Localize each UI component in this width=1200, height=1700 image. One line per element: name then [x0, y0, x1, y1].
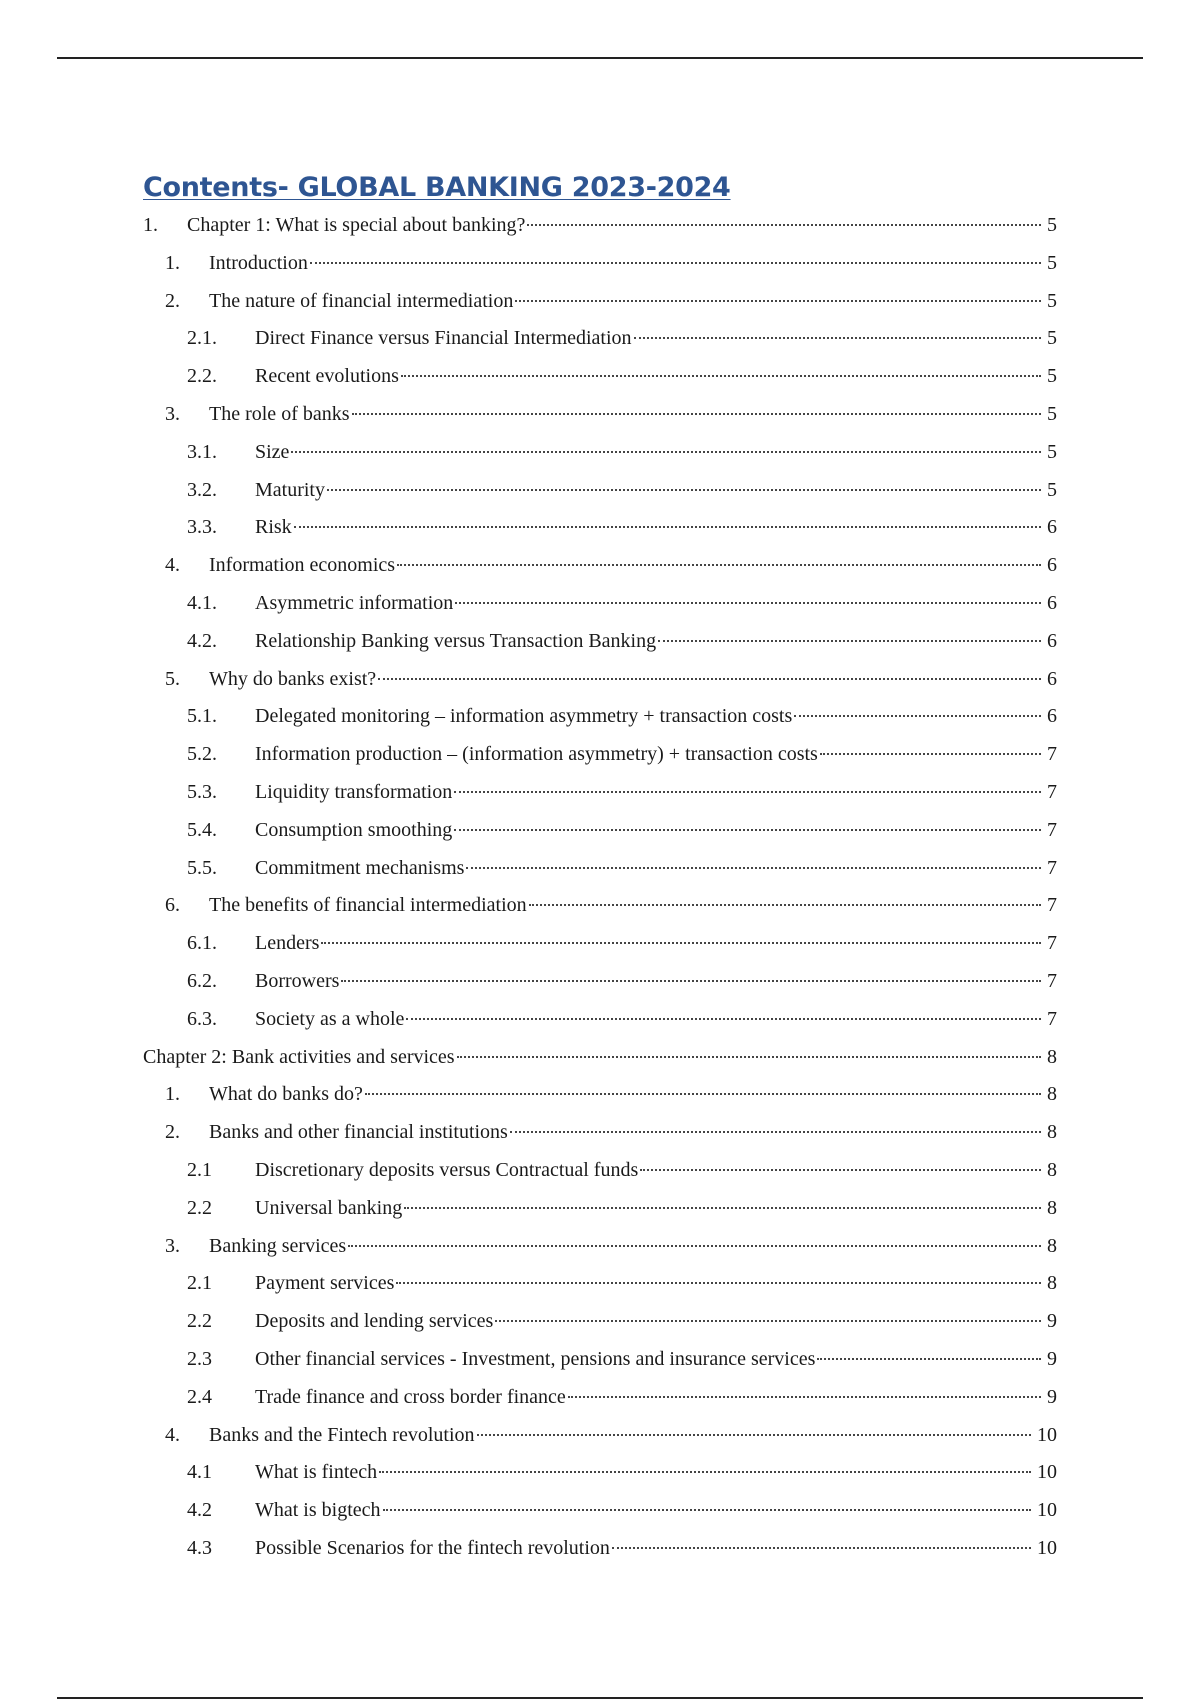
- dot-leader: [477, 1434, 1031, 1436]
- toc-entry-page: 5: [1047, 365, 1057, 388]
- toc-entry-title: Size: [255, 440, 290, 463]
- toc-entry-title: Delegated monitoring – information asymmetry + transaction costs: [255, 705, 793, 728]
- toc-entry-number: 1.: [165, 1083, 180, 1106]
- toc-entry[interactable]: [143, 850, 1057, 888]
- toc-entry-page: 5: [1047, 402, 1057, 425]
- toc-entry[interactable]: [143, 1228, 1057, 1266]
- toc-entry[interactable]: [143, 736, 1057, 774]
- toc-entry-title: Other financial services - Investment, pensions and insurance services: [255, 1347, 816, 1370]
- toc-entry-number: 5.1.: [187, 705, 217, 728]
- toc-entry-title: Payment services: [255, 1272, 395, 1295]
- toc-entry-number: 5.: [165, 667, 180, 690]
- toc-entry-page: 8: [1047, 1272, 1057, 1295]
- toc-entry[interactable]: [143, 774, 1057, 812]
- dot-leader: [406, 1018, 1041, 1020]
- dot-leader: [327, 489, 1041, 491]
- toc-entry[interactable]: [143, 396, 1057, 434]
- toc-entry-page: 6: [1047, 591, 1057, 614]
- toc-entry[interactable]: [143, 245, 1057, 283]
- toc-entry-title: Banks and the Fintech revolution: [209, 1423, 475, 1446]
- toc-entry-page: 8: [1047, 1234, 1057, 1257]
- toc-entry-page: 6: [1047, 667, 1057, 690]
- toc-entry-number: 5.4.: [187, 818, 217, 841]
- toc-entry[interactable]: [143, 623, 1057, 661]
- toc-entry[interactable]: [143, 1530, 1057, 1568]
- dot-leader: [378, 678, 1041, 680]
- dot-leader: [348, 1245, 1041, 1247]
- toc-entry-page: 9: [1047, 1310, 1057, 1333]
- toc-entry[interactable]: [143, 1076, 1057, 1114]
- toc-entry-number: 5.2.: [187, 743, 217, 766]
- toc-entry[interactable]: [143, 207, 1057, 245]
- toc-entry-title: Why do banks exist?: [209, 667, 377, 690]
- toc-entry[interactable]: [143, 1152, 1057, 1190]
- dot-leader: [383, 1509, 1031, 1511]
- header-rule: [57, 57, 1143, 59]
- toc-entry-title: Universal banking: [255, 1196, 403, 1219]
- toc-entry-title: Commitment mechanisms: [255, 856, 465, 879]
- toc-entry-page: 8: [1047, 1045, 1057, 1068]
- dot-leader: [794, 715, 1041, 717]
- toc-entry[interactable]: [143, 661, 1057, 699]
- toc-entry-title: What do banks do?: [209, 1083, 363, 1106]
- dot-leader: [352, 413, 1041, 415]
- toc-entry-title: Banking services: [209, 1234, 347, 1257]
- dot-leader: [454, 791, 1041, 793]
- toc-entry-number: 4.: [165, 554, 180, 577]
- toc-entry-title: Relationship Banking versus Transaction Banking: [255, 629, 657, 652]
- toc-entry-number: 2.: [165, 289, 180, 312]
- toc-entry-page: 7: [1047, 894, 1057, 917]
- toc-entry[interactable]: [143, 1265, 1057, 1303]
- toc-entry-title: Liquidity transformation: [255, 780, 453, 803]
- toc-entry-title: The role of banks: [209, 402, 350, 425]
- toc-entry-page: 8: [1047, 1196, 1057, 1219]
- toc-entry-page: 6: [1047, 516, 1057, 539]
- toc-entry[interactable]: [143, 925, 1057, 963]
- toc-entry-number: 2.4: [187, 1385, 212, 1408]
- toc-entry-title: Introduction: [209, 251, 308, 274]
- toc-entry-page: 10: [1037, 1536, 1057, 1559]
- toc-entry-page: 6: [1047, 629, 1057, 652]
- toc-entry-title: Deposits and lending services: [255, 1310, 494, 1333]
- toc-entry-page: 5: [1047, 327, 1057, 350]
- toc-entry-page: 5: [1047, 214, 1057, 236]
- toc-entry-title: The benefits of financial intermediation: [209, 894, 527, 917]
- dot-leader: [291, 451, 1041, 453]
- toc-entry-number: 5.5.: [187, 856, 217, 879]
- toc-entry-number: 2.1.: [187, 327, 217, 350]
- toc-entry-page: 8: [1047, 1083, 1057, 1106]
- toc-entry-page: 10: [1037, 1461, 1057, 1484]
- toc-entry-title: Consumption smoothing: [255, 818, 453, 841]
- toc-entry-number: 1.: [165, 251, 180, 274]
- toc-entry-title: Chapter 1: What is special about banking?: [187, 214, 526, 236]
- toc-entry[interactable]: [143, 1492, 1057, 1530]
- dot-leader: [321, 942, 1041, 944]
- toc-entry-page: 5: [1047, 440, 1057, 463]
- dot-leader: [396, 1282, 1041, 1284]
- toc-entry-page: 6: [1047, 554, 1057, 577]
- toc-entry-number: 2.2.: [187, 365, 217, 388]
- toc-entry-page: 9: [1047, 1347, 1057, 1370]
- toc-entry-title: Lenders: [255, 932, 320, 955]
- toc-entry[interactable]: [143, 585, 1057, 623]
- table-of-contents: [143, 168, 1057, 1568]
- toc-entry-number: 6.: [165, 894, 180, 917]
- toc-list: [143, 207, 1057, 1568]
- toc-entry-number: 3.: [165, 402, 180, 425]
- toc-entry-title: What is bigtech: [255, 1499, 381, 1522]
- toc-entry[interactable]: [143, 358, 1057, 396]
- toc-entry-number: 3.: [165, 1234, 180, 1257]
- toc-entry-title: Recent evolutions: [255, 365, 399, 388]
- toc-entry-title: The nature of financial intermediation: [209, 289, 514, 312]
- toc-entry[interactable]: [143, 472, 1057, 510]
- dot-leader: [510, 1131, 1041, 1133]
- toc-entry-number: 4.: [165, 1423, 180, 1446]
- toc-entry[interactable]: [143, 963, 1057, 1001]
- toc-entry-title: Information production – (information asymmetry) + transaction costs: [255, 743, 818, 766]
- toc-entry-page: 8: [1047, 1121, 1057, 1144]
- toc-entry[interactable]: [143, 283, 1057, 321]
- toc-entry-title: Risk: [255, 516, 292, 539]
- dot-leader: [529, 904, 1041, 906]
- dot-leader: [568, 1396, 1041, 1398]
- toc-entry-title: Maturity: [255, 478, 325, 501]
- toc-entry-page: 5: [1047, 289, 1057, 312]
- toc-entry-title: Borrowers: [255, 969, 340, 992]
- toc-entry-number: 2.1: [187, 1158, 212, 1181]
- toc-entry-page: 7: [1047, 743, 1057, 766]
- toc-entry-page: 7: [1047, 932, 1057, 955]
- toc-entry[interactable]: [143, 887, 1057, 925]
- dot-leader: [820, 753, 1041, 755]
- toc-entry[interactable]: [143, 1039, 1057, 1077]
- toc-entry-number: 1.: [143, 214, 158, 236]
- toc-entry[interactable]: [143, 320, 1057, 358]
- toc-entry-page: 7: [1047, 1007, 1057, 1030]
- dot-leader: [310, 262, 1041, 264]
- dot-leader: [634, 337, 1041, 339]
- dot-leader: [341, 980, 1041, 982]
- toc-entry-number: 3.2.: [187, 478, 217, 501]
- toc-entry-number: 2.: [165, 1121, 180, 1144]
- dot-leader: [466, 867, 1041, 869]
- toc-entry[interactable]: [143, 812, 1057, 850]
- toc-entry-number: 2.2: [187, 1196, 212, 1219]
- toc-heading: Contents- GLOBAL BANKING 2023-2024: [143, 172, 731, 203]
- dot-leader: [454, 829, 1041, 831]
- toc-entry[interactable]: [143, 1417, 1057, 1455]
- toc-entry-number: 3.3.: [187, 516, 217, 539]
- toc-entry-title: Discretionary deposits versus Contractual funds: [255, 1158, 639, 1181]
- toc-entry-page: 5: [1047, 251, 1057, 274]
- dot-leader: [365, 1093, 1041, 1095]
- toc-entry[interactable]: [143, 1454, 1057, 1492]
- dot-leader: [640, 1169, 1041, 1171]
- dot-leader: [294, 526, 1041, 528]
- toc-entry-title: Society as a whole: [255, 1007, 405, 1030]
- toc-entry-page: 7: [1047, 780, 1057, 803]
- dot-leader: [401, 375, 1041, 377]
- toc-entry-number: 2.2: [187, 1310, 212, 1333]
- toc-entry-page: 7: [1047, 856, 1057, 879]
- toc-entry-title: Trade finance and cross border finance: [255, 1385, 566, 1408]
- toc-entry-number: 6.3.: [187, 1007, 217, 1030]
- toc-entry-page: 6: [1047, 705, 1057, 728]
- dot-leader: [397, 564, 1041, 566]
- toc-entry[interactable]: [143, 1190, 1057, 1228]
- toc-entry-page: 5: [1047, 478, 1057, 501]
- dot-leader: [658, 640, 1041, 642]
- toc-entry-title: Direct Finance versus Financial Intermediation: [255, 327, 632, 350]
- toc-entry-number: 2.1: [187, 1272, 212, 1295]
- toc-entry-number: 4.2: [187, 1499, 212, 1522]
- toc-entry-page: 10: [1037, 1423, 1057, 1446]
- footer-rule: [57, 1697, 1143, 1699]
- toc-entry[interactable]: [143, 547, 1057, 585]
- dot-leader: [455, 602, 1041, 604]
- toc-entry-title: What is fintech: [255, 1461, 378, 1484]
- toc-entry[interactable]: [143, 1341, 1057, 1379]
- toc-entry-page: 7: [1047, 969, 1057, 992]
- dot-leader: [817, 1358, 1041, 1360]
- toc-entry[interactable]: [143, 509, 1057, 547]
- toc-entry[interactable]: [143, 1303, 1057, 1341]
- toc-entry[interactable]: [143, 1114, 1057, 1152]
- toc-entry-number: 6.1.: [187, 932, 217, 955]
- toc-entry-page: 8: [1047, 1158, 1057, 1181]
- toc-entry-number: 6.2.: [187, 969, 217, 992]
- toc-entry[interactable]: [143, 698, 1057, 736]
- toc-entry-title: Information economics: [209, 554, 396, 577]
- toc-entry[interactable]: [143, 1001, 1057, 1039]
- dot-leader: [527, 224, 1041, 226]
- toc-entry-number: 2.3: [187, 1347, 212, 1370]
- dot-leader: [515, 300, 1041, 302]
- toc-entry-title: Asymmetric information: [255, 591, 454, 614]
- toc-entry-number: 4.2.: [187, 629, 217, 652]
- toc-entry-title: Banks and other financial institutions: [209, 1121, 508, 1144]
- toc-entry-number: 5.3.: [187, 780, 217, 803]
- toc-entry-title: Possible Scenarios for the fintech revolution: [255, 1536, 610, 1559]
- toc-entry-number: 4.1: [187, 1461, 212, 1484]
- dot-leader: [495, 1320, 1041, 1322]
- toc-entry-number: 4.1.: [187, 591, 217, 614]
- toc-entry-page: 9: [1047, 1385, 1057, 1408]
- toc-entry[interactable]: [143, 1379, 1057, 1417]
- toc-entry-number: 3.1.: [187, 440, 217, 463]
- dot-leader: [612, 1547, 1031, 1549]
- toc-entry-page: 10: [1037, 1499, 1057, 1522]
- toc-entry-number: 4.3: [187, 1536, 212, 1559]
- toc-entry[interactable]: [143, 434, 1057, 472]
- dot-leader: [404, 1207, 1041, 1209]
- dot-leader: [379, 1471, 1031, 1473]
- toc-entry-page: 7: [1047, 818, 1057, 841]
- toc-entry-title: Chapter 2: Bank activities and services: [143, 1045, 455, 1068]
- dot-leader: [457, 1056, 1041, 1058]
